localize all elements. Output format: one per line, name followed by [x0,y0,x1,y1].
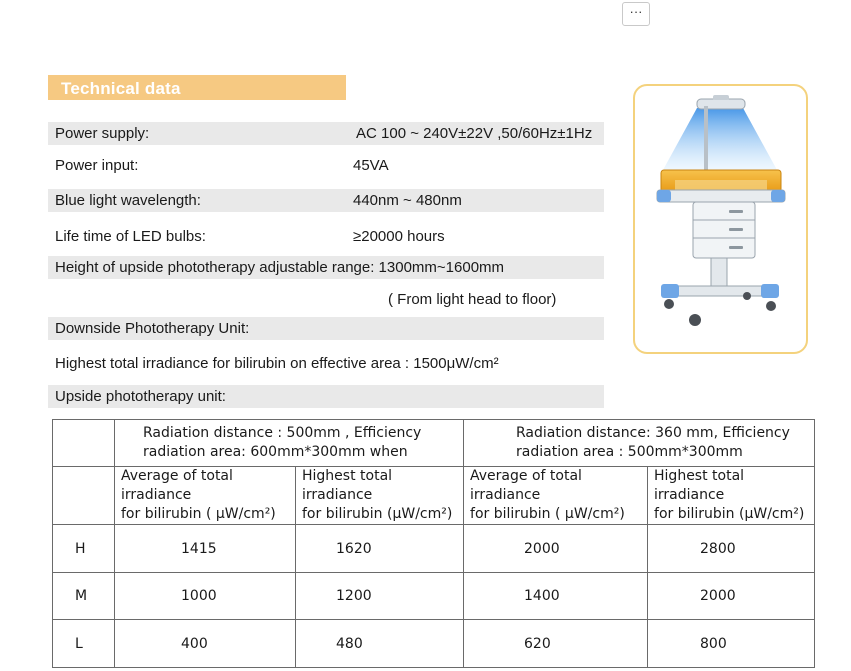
spec-row-upside-unit [48,385,604,408]
sub-header-line: Highest total irradiance [302,468,393,503]
group-header-500mm [115,420,464,467]
spec-label: Power supply: [55,125,150,142]
value-cell: 1400 [464,573,648,620]
spec-value: ≥20000 hours [353,228,445,245]
spec-label: Height of upside phototherapy adjustable range: 1300mm~1600mm [55,259,505,276]
sub-header-line: for bilirubin ( μW/cm²) [470,506,625,522]
table-row [53,573,815,620]
sub-header-line: for bilirubin ( μW/cm²) [121,506,276,522]
spec-row-wavelength [48,189,604,212]
spec-label: Blue light wavelength: [55,192,201,209]
spec-label: Highest total irradiance for bilirubin on effective area : 1500μW/cm² [55,355,499,372]
spec-label: Downside Phototherapy Unit: [55,320,250,337]
more-options-button[interactable]: ··· [622,2,650,26]
spec-label: Upside phototherapy unit: [55,388,226,405]
spec-label: Power input: [55,157,139,174]
incubator-icon [635,86,806,352]
sub-header-average-500 [115,467,296,525]
table-group-header-row [53,420,815,467]
value-cell: 1620 [296,525,464,573]
table-corner-cell [53,467,115,525]
sub-header-line: Average of total irradiance [121,468,233,503]
level-cell: M [53,573,115,620]
spec-row-led-life [48,225,604,248]
sub-header-line: for bilirubin (μW/cm²) [302,506,453,522]
value-cell: 2800 [648,525,815,573]
value-cell: 1200 [296,573,464,620]
sub-header-average-360 [464,467,648,525]
sub-header-highest-360 [648,467,815,525]
value-cell: 800 [648,620,815,668]
irradiance-table [52,419,815,668]
level-cell: H [53,525,115,573]
value-cell: 620 [464,620,648,668]
value-cell: 1415 [115,525,296,573]
group-header-360mm [464,420,815,467]
value-cell: 400 [115,620,296,668]
group-header-line: radiation area: 600mm*300mm when [143,444,408,460]
level-cell: L [53,620,115,668]
spec-label: Life time of LED bulbs: [55,228,206,245]
group-header-line: Radiation distance: 360 mm, Efficiency [516,425,790,441]
sub-header-line: Highest total irradiance [654,468,745,503]
sub-header-line: for bilirubin (μW/cm²) [654,506,805,522]
value-cell: 1000 [115,573,296,620]
spec-row-highest-irradiance [48,352,604,375]
spec-value: AC 100 ~ 240V±22V ,50/60Hz±1Hz [356,125,593,142]
product-image-frame [633,84,808,354]
spec-row-height-note [48,288,604,311]
spec-row-power-supply [48,122,604,145]
value-cell: 2000 [648,573,815,620]
spec-value: 45VA [353,157,389,174]
group-header-line: radiation area : 500mm*300mm [516,444,743,460]
spec-note: ( From light head to floor) [388,291,557,308]
section-title: Technical data [48,75,346,100]
spec-row-downside-unit [48,317,604,340]
sub-header-line: Average of total irradiance [470,468,582,503]
group-header-line: Radiation distance : 500mm , Efficiency [143,425,422,441]
spec-row-power-input [48,154,604,177]
table-row [53,620,815,668]
table-row [53,525,815,573]
value-cell: 480 [296,620,464,668]
value-cell: 2000 [464,525,648,573]
table-corner-cell [53,420,115,467]
sub-header-highest-500 [296,467,464,525]
spec-value: 440nm ~ 480nm [353,192,462,209]
spec-row-height-range [48,256,604,279]
table-sub-header-row [53,467,815,525]
